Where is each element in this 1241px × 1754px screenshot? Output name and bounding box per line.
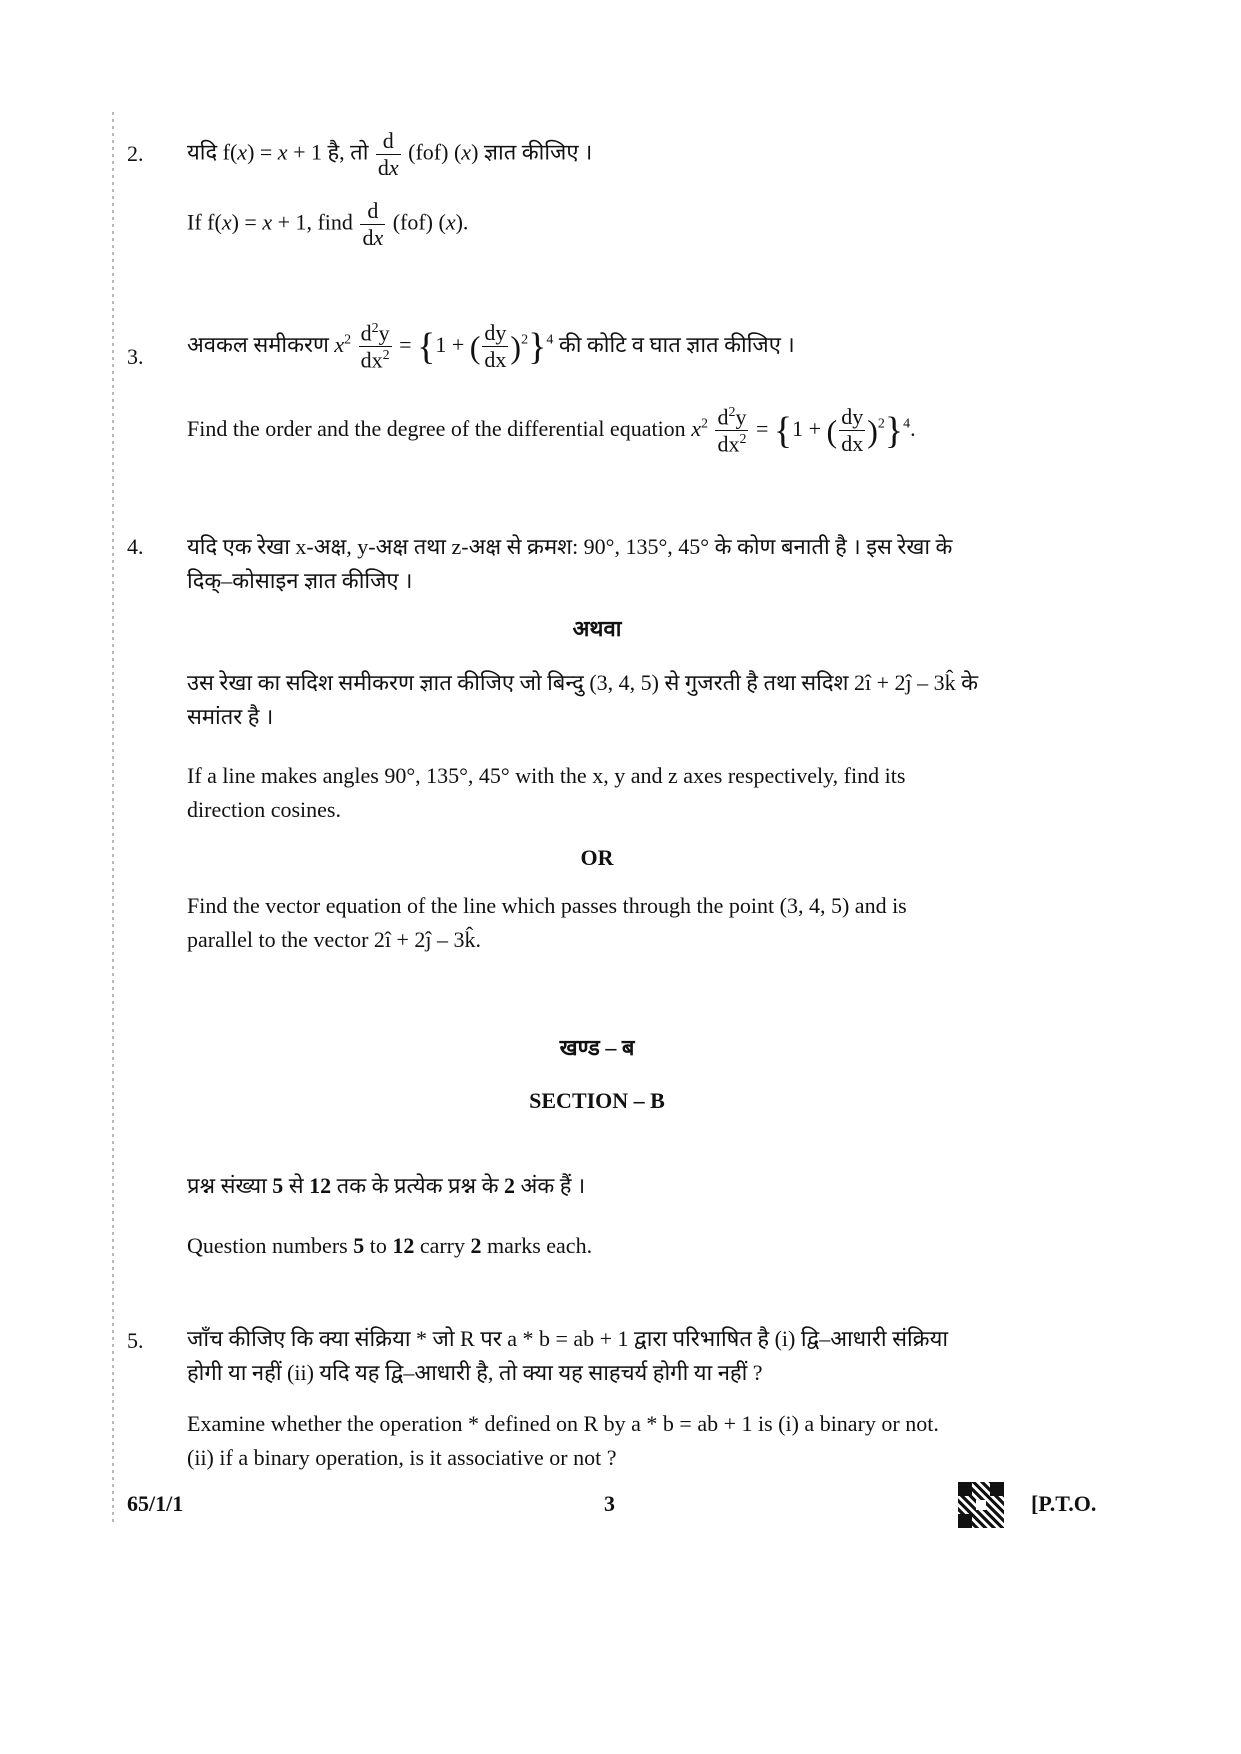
section-heading-hindi: खण्ड – ब (559, 1035, 635, 1060)
margin-dotted-rule (112, 112, 114, 1522)
question-3-hindi: अवकल समीकरण $x^2$ $\frac{d^2y}{dx^2}$ = {1 + ( $\frac{dy}{dx}$ )$^2$}$^4$ की कोटि व घात ज्ञात कीजिए । (187, 320, 795, 373)
question-2-hindi: यदि f(x) = x + 1 है, तो $\frac{d}{dx}$ (fof) (x) ज्ञात कीजिए । (187, 128, 593, 180)
question-number-5: 5. (127, 1328, 144, 1353)
second-derivative-fraction: $\frac{d^2y}{dx^2}$ (717, 404, 747, 457)
question-number-2: 2. (127, 141, 144, 166)
or-divider-hindi: अथवा (572, 616, 622, 641)
please-turn-over: [P.T.O. (1031, 1491, 1097, 1516)
question-4-hindi: यदि एक रेखा x-अक्ष, y-अक्ष तथा z-अक्ष से क्रमश: 90°, 135°, 45° के कोण बनाती है । इस रेखा के दिक्–कोसाइन ज्ञात कीजिए । (187, 534, 953, 593)
question-2-english: If f(x) = x + 1, find $\frac{d}{dx}$ (fof) (x). (187, 198, 469, 250)
question-4-or-english: Find the vector equation of the line which passes through the point (3, 4, 5) and is parallel to the vector 2î + 2ĵ – 3k̂. (187, 893, 907, 952)
or-divider-english: OR (580, 845, 614, 870)
derivative-fraction: $\frac{d}{dx}$ (377, 128, 399, 180)
page-number: 3 (604, 1491, 615, 1516)
question-5-hindi: जाँच कीजिए कि क्या संक्रिया * जो R पर a * b = ab + 1 द्वारा परिभाषित है (i) द्वि–आधारी संक्रिया होगी या नहीं (ii) यदि यह द्वि–आधारी है, तो क्या यह साहचर्य होगी या नहीं ? (187, 1326, 949, 1385)
second-derivative-fraction: $\frac{d^2y}{dx^2}$ (360, 320, 390, 373)
section-heading-english: SECTION – B (529, 1088, 665, 1113)
section-note-hindi: प्रश्न संख्या 5 से 12 तक के प्रत्येक प्रश्न के 2 अंक हैं । (187, 1173, 586, 1198)
question-4-or-hindi: उस रेखा का सदिश समीकरण ज्ञात कीजिए जो बिन्दु (3, 4, 5) से गुजरती है तथा सदिश 2î + 2ĵ – 3k̂ के समांतर है । (187, 670, 979, 729)
paper-code: 65/1/1 (127, 1491, 184, 1516)
question-5-english: Examine whether the operation * defined on R by a * b = ab + 1 is (i) a binary or not. (ii) if a binary operation, is it associative or not ? (187, 1411, 939, 1470)
question-number-3: 3. (127, 344, 144, 369)
first-derivative-fraction: $\frac{dy}{dx}$ (841, 404, 864, 457)
question-4-english: If a line makes angles 90°, 135°, 45° with the x, y and z axes respectively, find its direction cosines. (187, 763, 906, 822)
question-number-4: 4. (127, 534, 144, 559)
qr-code-icon (958, 1482, 1004, 1528)
derivative-fraction: $\frac{d}{dx}$ (362, 198, 384, 250)
question-3-english: Find the order and the degree of the differential equation $x^2$ $\frac{d^2y}{dx^2}$ = {1 + ( $\frac{dy}{dx}$ )$^2$}$^4$. (187, 404, 916, 457)
first-derivative-fraction: $\frac{dy}{dx}$ (484, 320, 507, 373)
section-note-english: Question numbers 5 to 12 carry 2 marks each. (187, 1233, 593, 1258)
